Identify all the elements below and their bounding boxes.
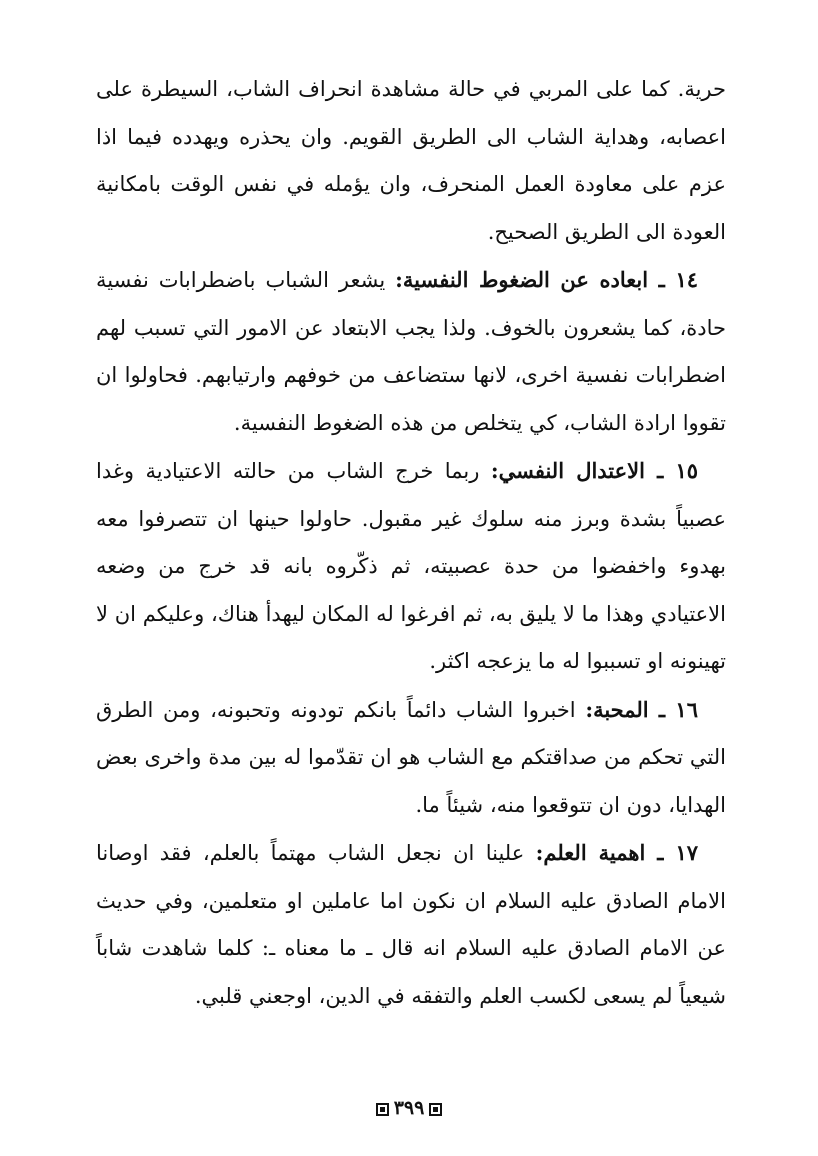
paragraph-item-14	[96, 256, 726, 447]
paragraph-item-17	[96, 829, 726, 1020]
square-ornament-icon	[429, 1103, 442, 1116]
paragraph-item-15	[96, 447, 726, 686]
item-heading: ١٤ ـ ابعاده عن الضغوط النفسية:	[395, 267, 698, 292]
paragraph-item-16	[96, 686, 726, 830]
item-heading: ١٧ ـ اهمية العلم:	[535, 840, 698, 865]
item-text: علينا ان نجعل الشاب مهتماً بالعلم، فقد اوصانا الامام الصادق عليه السلام ان نكون اما عاملين او متعلمين، وفي حديث عن الامام الصادق عليه السلام انه قال ـ ما معناه ـ: كلما شاهدت شاباً شيعياً لم يسعى لكسب العلم والتفقه في الدين، اوجعني قلبي.	[96, 841, 726, 1008]
paragraph-continuation: حرية. كما على المربي في حالة مشاهدة انحراف الشاب، السيطرة على اعصابه، وهداية الشاب الى الطريق القويم. وان يحذره ويهدده فيما اذا عزم على معاودة العمل المنحرف، وان يؤمله في نفس الوقت بامكانية العودة الى الطريق الصحيح.	[96, 77, 727, 244]
item-heading: ١٦ ـ المحبة:	[585, 696, 698, 722]
item-text: اخبروا الشاب دائماً بانكم تودونه وتحبونه، ومن الطرق التي تحكم من صداقتكم مع الشاب هو ان تقدّموا له بين مدة واخرى بعض الهدايا، دون ان تتوقعوا منه، شيئاً ما.	[96, 697, 726, 817]
item-text: ربما خرج الشاب من حالته الاعتيادية وغدا عصبياً بشدة وبرز منه سلوك غير مقبول. حاولوا حينها ان تتصرفوا معه بهدوء واخفضوا من حدة عصبيته، ثم ذكّروه بانه قد خرج من وضعه الاعتيادي وهذا ما لا يليق به، ثم افرغوا له المكان ليهدأ هناك، وعليكم ان لا تهينونه او تسببوا له ما يزعجه اكثر.	[96, 459, 726, 673]
page-footer	[0, 1096, 818, 1120]
page-number: ٣٩٩	[393, 1097, 425, 1119]
page-body	[96, 66, 726, 1020]
item-text: يشعر الشباب باضطرابات نفسية حادة، كما يشعرون بالخوف. ولذا يجب الابتعاد عن الامور التي تسبب لهم اضطرابات نفسية اخرى، لانها ستضاعف من خوفهم وارتيابهم. فحاولوا ان تقووا ارادة الشاب، كي يتخلص من هذه الضغوط النفسية.	[96, 268, 726, 435]
item-heading: ١٥ ـ الاعتدال النفسي:	[490, 458, 699, 483]
square-ornament-icon	[376, 1103, 389, 1116]
